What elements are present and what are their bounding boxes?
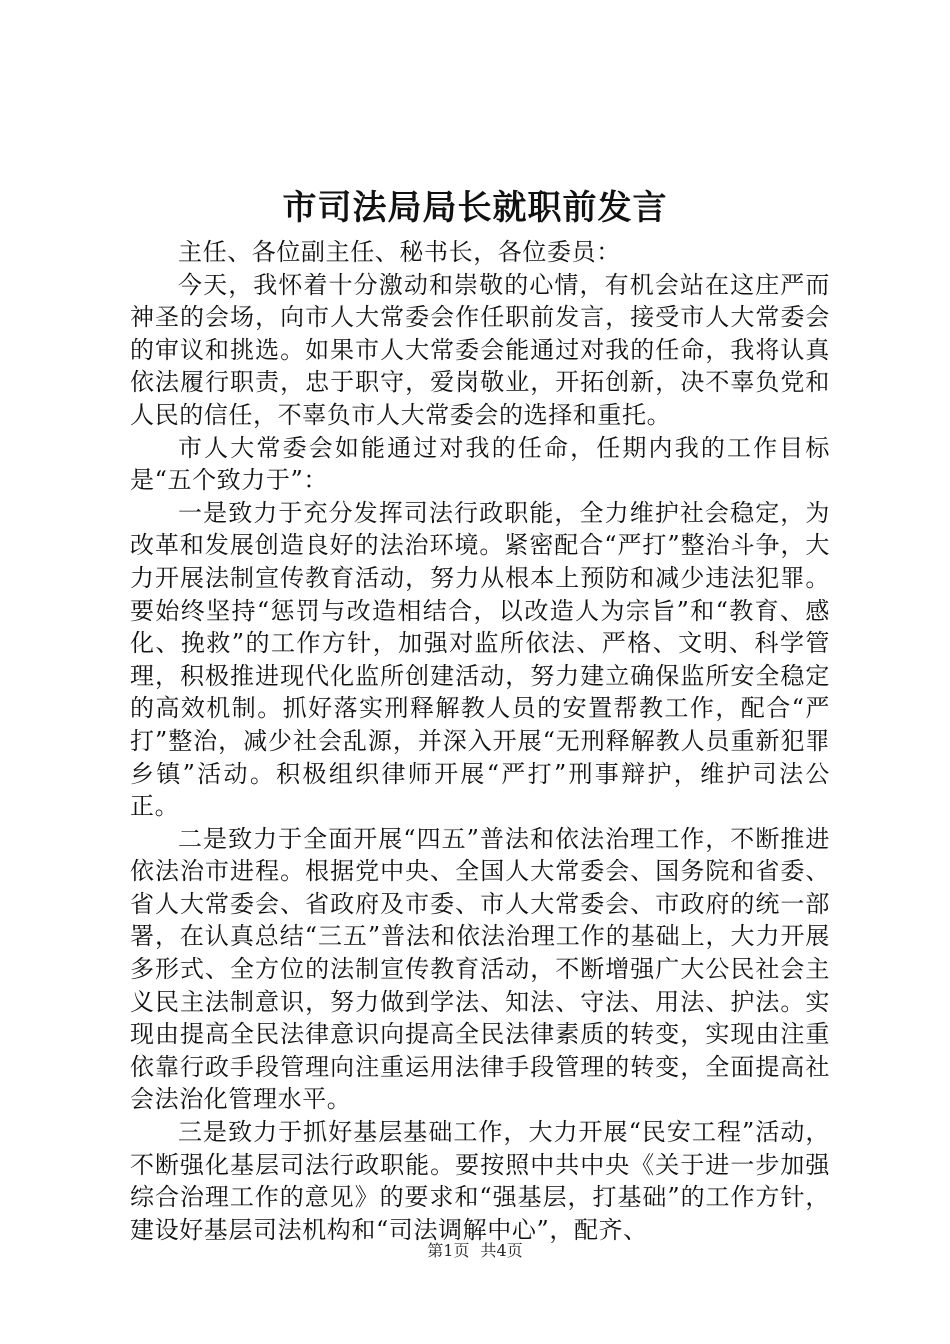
document-body	[130, 236, 830, 1246]
body-paragraph: 市人大常委会如能通过对我的任命，任期内我的工作目标是“五个致力于”：	[130, 433, 830, 495]
salutation-paragraph: 主任、各位副主任、秘书长，各位委员：	[178, 238, 621, 266]
body-paragraph: 三是致力于抓好基层基础工作，大力开展“民安工程”活动，不断强化基层司法行政职能。要按照中共中央《关于进一步加强综合治理工作的意见》的要求和“强基层，打基础”的工作方针，建设好基层司法机构和“司法调解中心”，配齐、	[130, 1118, 830, 1244]
body-paragraph: 二是致力于全面开展“四五”普法和依法治理工作，不断推进依法治市进程。根据党中央、全国人大常委会、国务院和省委、省人大常委会、省政府及市委、市人大常委会、市政府的统一部署，在认真总结“三五”普法和依法治理工作的基础上，大力开展多形式、全方位的法制宣传教育活动，不断增强广大公民社会主义民主法制意识，努力做到学法、知法、守法、用法、护法。实现由提高全民法律意识向提高全民法律素质的转变，实现由注重依靠行政手段管理向注重运用法律手段管理的转变，全面提高社会法治化管理水平。	[130, 824, 830, 1114]
document-title: 市司法局局长就职前发言	[282, 188, 668, 228]
body-paragraph: 一是致力于充分发挥司法行政职能，全力维护社会稳定，为改革和发展创造良好的法治环境。紧密配合“严打”整治斗争，大力开展法制宣传教育活动，努力从根本上预防和减少违法犯罪。要始终坚持“惩罚与改造相结合，以改造人为宗旨”和“教育、感化、挽救”的工作方针，加强对监所依法、严格、文明、科学管理，积极推进现代化监所创建活动，努力建立确保监所安全稳定的高效机制。抓好落实刑释解教人员的安置帮教工作，配合“严打”整治，减少社会乱源，并深入开展“无刑释解教人员重新犯罪乡镇”活动。积极组织律师开展“严打”刑事辩护，维护司法公正。	[130, 498, 830, 821]
page-footer	[0, 1240, 950, 1262]
page-number: 第1页	[427, 1241, 470, 1260]
body-paragraph: 今天，我怀着十分激动和崇敬的心情，有机会站在这庄严而神圣的会场，向市人大常委会作任职前发言，接受市人大常委会的审议和挑选。如果市人大常委会能通过对我的任命，我将认真依法履行职责，忠于职守，爱岗敬业，开拓创新，决不辜负党和人民的信任，不辜负市人大常委会的选择和重托。	[130, 270, 830, 429]
page-total: 共4页	[480, 1241, 523, 1260]
